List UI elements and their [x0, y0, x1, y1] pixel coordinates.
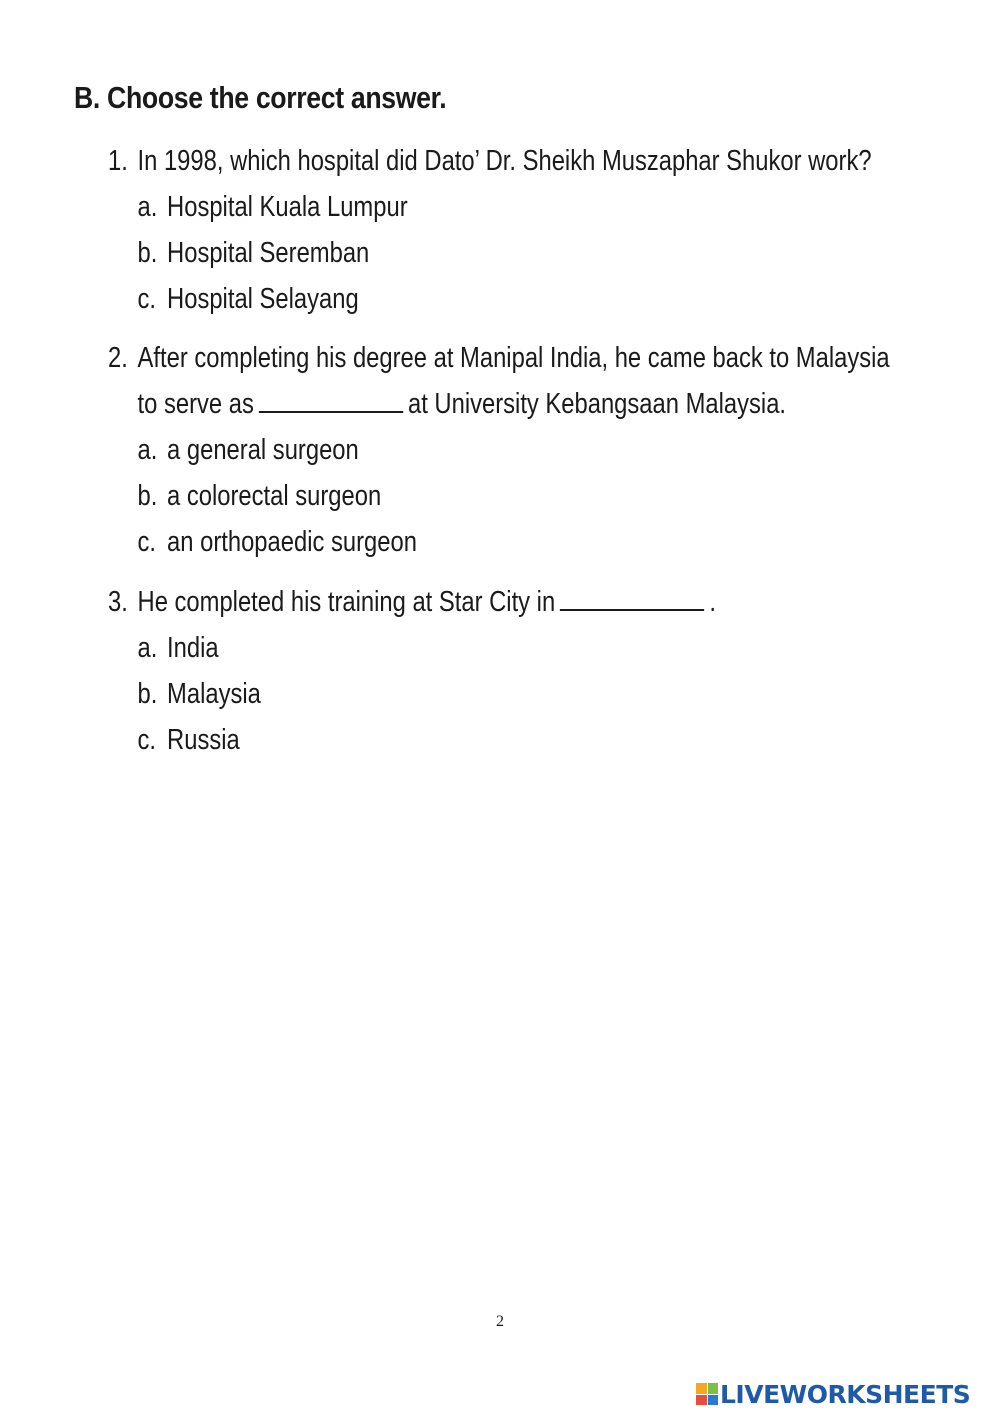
answer-blank[interactable] — [560, 585, 704, 611]
option-b[interactable]: b. Malaysia — [137, 678, 261, 710]
question-text: In 1998, which hospital did Dato’ Dr. Sheikh Muszaphar Shukor work? — [137, 145, 872, 177]
question-2: 2. After completing his degree at Manipal India, he came back to Malaysia to serve as at University Kebangsaan Malaysia. a. a general surgeon b. a colorectal surgeon c. an orthopaedic surgeon — [108, 335, 988, 565]
question-3: 3. He completed his training at Star City in . a. India b. Malaysia c. Russia — [108, 579, 988, 763]
option-b[interactable]: b. Hospital Seremban — [137, 237, 370, 269]
brand-name: LIVEWORKSHEETS — [720, 1379, 971, 1409]
liveworksheets-logo — [696, 1380, 970, 1408]
question-text: After completing his degree at Manipal India, he came back to Malaysia — [137, 342, 890, 374]
question-number: 1. — [108, 145, 128, 177]
question-1 — [108, 138, 988, 322]
answer-blank[interactable] — [259, 387, 403, 413]
section-title: B. Choose the correct answer. — [74, 80, 447, 115]
option-b[interactable]: b. a colorectal surgeon — [137, 480, 382, 512]
option-c[interactable]: c. Russia — [137, 724, 240, 756]
option-a[interactable]: a. a general surgeon — [137, 434, 359, 466]
question-number: 3. — [108, 586, 128, 618]
liveworksheets-logo-icon — [696, 1383, 718, 1405]
question-text: He completed his training at Star City in — [137, 586, 556, 618]
option-a[interactable]: a. India — [137, 632, 219, 664]
option-a[interactable]: a. Hospital Kuala Lumpur — [137, 191, 408, 223]
option-c[interactable]: c. an orthopaedic surgeon — [137, 526, 417, 558]
page-number: 2 — [496, 1313, 504, 1330]
option-c[interactable]: c. Hospital Selayang — [137, 283, 359, 315]
question-number: 2. — [108, 342, 128, 374]
